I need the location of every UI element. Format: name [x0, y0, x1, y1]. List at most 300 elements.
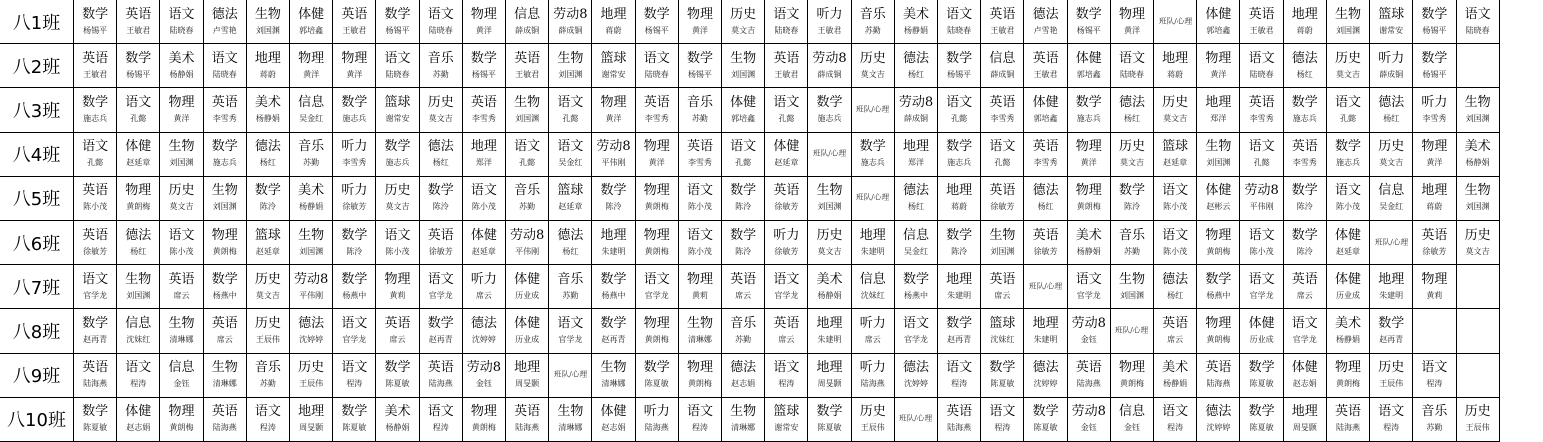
timetable-cell	[160, 133, 203, 177]
timetable-cell	[1327, 354, 1370, 398]
timetable-cell	[938, 133, 981, 177]
subject-label: 地理	[816, 315, 843, 331]
timetable-cell	[981, 398, 1024, 442]
timetable-cell	[247, 0, 290, 44]
teacher-name: 杨锡平	[1422, 69, 1447, 79]
subject-label: 体健	[1334, 227, 1361, 243]
teacher-name: 郭培鑫	[1076, 69, 1101, 79]
timetable-cell	[722, 354, 765, 398]
subject-label: 数学	[211, 271, 238, 287]
teacher-name: 陈泠	[951, 246, 968, 256]
timetable-cell	[74, 309, 117, 353]
subject-label: 体健	[1205, 183, 1232, 199]
subject-label: 班队/心理	[856, 105, 890, 115]
teacher-name: 黄洋	[605, 113, 622, 123]
teacher-name: 席云	[864, 334, 881, 344]
subject-label: 音乐	[1118, 227, 1145, 243]
timetable-cell	[1413, 177, 1456, 221]
subject-label: 体健	[1291, 360, 1318, 376]
teacher-name: 莫文吉	[1119, 158, 1144, 168]
timetable-cell	[463, 177, 506, 221]
subject-label: 语文	[557, 94, 584, 110]
teacher-name: 杨红	[259, 158, 276, 168]
timetable-cell	[463, 221, 506, 265]
subject-label: 历史	[1162, 94, 1189, 110]
timetable-cell	[679, 88, 722, 132]
teacher-name: 刘国渊	[990, 246, 1015, 256]
subject-label: 语文	[254, 404, 281, 420]
subject-label: 语文	[1421, 360, 1448, 376]
subject-label: 物理	[1075, 139, 1102, 155]
subject-label: 语文	[341, 360, 368, 376]
teacher-name: 沈婷婷	[903, 379, 928, 389]
subject-label: 英语	[1248, 94, 1275, 110]
timetable-cell	[290, 88, 333, 132]
subject-label: 英语	[1291, 271, 1318, 287]
timetable-cell	[1284, 354, 1327, 398]
teacher-name: 郑洋	[1210, 113, 1227, 123]
timetable-cell	[1154, 0, 1197, 44]
timetable-cell	[852, 88, 895, 132]
teacher-name: 苏勤	[259, 379, 276, 389]
subject-label: 英语	[1205, 360, 1232, 376]
timetable-cell	[376, 354, 419, 398]
timetable-cell	[765, 0, 808, 44]
timetable-cell	[506, 44, 549, 88]
subject-label: 物理	[643, 139, 670, 155]
teacher-name: 黄朗梅	[1119, 379, 1144, 389]
timetable-cell	[463, 398, 506, 442]
teacher-name: 徐敏芳	[774, 202, 799, 212]
teacher-name: 金钰	[1080, 423, 1097, 433]
timetable-cell	[679, 221, 722, 265]
subject-label: 语文	[125, 94, 152, 110]
subject-label: 英语	[211, 94, 238, 110]
timetable-cell	[1068, 309, 1111, 353]
class-label: 八10班	[0, 398, 74, 442]
timetable-cell	[333, 0, 376, 44]
timetable-cell	[290, 133, 333, 177]
timetable-cell	[722, 265, 765, 309]
subject-label: 数学	[341, 94, 368, 110]
subject-label: 音乐	[298, 139, 325, 155]
timetable-cell	[592, 44, 635, 88]
timetable-cell	[117, 221, 160, 265]
timetable-cell	[1370, 354, 1413, 398]
teacher-name: 陈夏敏	[644, 379, 669, 389]
timetable-cell	[1068, 133, 1111, 177]
teacher-name: 施志兵	[1076, 113, 1101, 123]
timetable-cell	[420, 177, 463, 221]
timetable-cell	[765, 221, 808, 265]
teacher-name: 席云	[173, 290, 190, 300]
timetable-cell	[765, 354, 808, 398]
timetable-cell	[204, 398, 247, 442]
subject-label: 历史	[168, 183, 195, 199]
teacher-name: 薛成铜	[558, 25, 583, 35]
timetable-cell	[1024, 221, 1067, 265]
timetable-cell	[376, 265, 419, 309]
teacher-name: 谢常安	[1379, 25, 1404, 35]
teacher-name: 官学龙	[1249, 290, 1274, 300]
timetable-cell	[74, 88, 117, 132]
teacher-name: 赵彬云	[1206, 202, 1231, 212]
teacher-name: 薛成铜	[903, 113, 928, 123]
subject-label: 数学	[341, 227, 368, 243]
timetable-cell	[549, 88, 592, 132]
timetable-cell	[1370, 398, 1413, 442]
teacher-name: 孔懿	[1339, 113, 1356, 123]
subject-label: 英语	[82, 360, 109, 376]
subject-label: 数学	[211, 139, 238, 155]
timetable-cell	[117, 44, 160, 88]
timetable-cell	[592, 354, 635, 398]
timetable-cell	[808, 309, 851, 353]
teacher-name: 刘国渊	[817, 202, 842, 212]
teacher-name: 陆晓春	[1119, 69, 1144, 79]
timetable-cell	[376, 309, 419, 353]
teacher-name: 周旻颢	[299, 423, 324, 433]
timetable-cell	[247, 88, 290, 132]
subject-label: 数学	[600, 315, 627, 331]
subject-label: 德法	[125, 227, 152, 243]
timetable-cell	[1370, 265, 1413, 309]
subject-label: 物理	[470, 404, 497, 420]
subject-label: 英语	[1334, 404, 1361, 420]
timetable-cell	[1370, 44, 1413, 88]
teacher-name: 陆晓春	[1465, 25, 1490, 35]
subject-label: 地理	[600, 227, 627, 243]
subject-label: 数学	[902, 271, 929, 287]
timetable-cell	[1111, 177, 1154, 221]
subject-label: 物理	[1118, 6, 1145, 22]
teacher-name: 杨静娟	[1076, 246, 1101, 256]
teacher-name: 李雪秀	[990, 113, 1015, 123]
timetable-cell	[1240, 177, 1283, 221]
teacher-name: 吴金红	[903, 246, 928, 256]
subject-label: 德法	[211, 6, 238, 22]
timetable-cell	[895, 0, 938, 44]
teacher-name: 卢雪艳	[212, 25, 237, 35]
subject-label: 体健	[1032, 94, 1059, 110]
subject-label: 语文	[686, 227, 713, 243]
subject-label: 数学	[1291, 183, 1318, 199]
teacher-name: 王辰伟	[255, 334, 280, 344]
subject-label: 数学	[600, 183, 627, 199]
teacher-name: 官学龙	[1076, 290, 1101, 300]
subject-label: 物理	[384, 271, 411, 287]
teacher-name: 刘国渊	[1335, 25, 1360, 35]
timetable-cell	[290, 177, 333, 221]
subject-label: 语文	[557, 139, 584, 155]
subject-label: 物理	[686, 360, 713, 376]
subject-label: 英语	[514, 404, 541, 420]
timetable-cell	[1413, 221, 1456, 265]
timetable-cell	[636, 309, 679, 353]
timetable-cell	[1068, 44, 1111, 88]
teacher-name: 平伟刚	[601, 158, 626, 168]
subject-label: 生物	[168, 315, 195, 331]
subject-label: 数学	[600, 271, 627, 287]
teacher-name: 赵再青	[1379, 334, 1404, 344]
timetable-cell	[1327, 177, 1370, 221]
subject-label: 数学	[82, 404, 109, 420]
teacher-name: 黄洋	[303, 69, 320, 79]
subject-label: 生物	[730, 50, 757, 66]
timetable-cell	[1111, 0, 1154, 44]
teacher-name: 王辰伟	[299, 379, 324, 389]
subject-label: 历史	[384, 183, 411, 199]
teacher-name: 谢常安	[774, 423, 799, 433]
teacher-name: 莫文吉	[1465, 246, 1490, 256]
subject-label: 班队/心理	[1028, 282, 1063, 291]
subject-label: 德法	[902, 50, 929, 66]
subject-label: 数学	[643, 360, 670, 376]
timetable-cell	[1154, 398, 1197, 442]
timetable-cell	[1154, 309, 1197, 353]
timetable-cell	[333, 133, 376, 177]
timetable-cell	[1154, 133, 1197, 177]
teacher-name: 薛成铜	[817, 69, 842, 79]
teacher-name: 陆晓春	[774, 25, 799, 35]
subject-label: 数学	[125, 50, 152, 66]
subject-label: 数学	[1075, 6, 1102, 22]
teacher-name: 杨锡平	[1076, 25, 1101, 35]
teacher-name: 黄洋	[1426, 158, 1443, 168]
subject-label: 生物	[211, 360, 238, 376]
subject-label: 数学	[341, 271, 368, 287]
timetable-cell	[420, 88, 463, 132]
timetable-cell	[1284, 221, 1327, 265]
subject-label: 语文	[1248, 50, 1275, 66]
timetable-cell	[722, 221, 765, 265]
timetable-cell	[74, 44, 117, 88]
timetable-cell	[1240, 88, 1283, 132]
subject-label: 物理	[686, 6, 713, 22]
teacher-name: 黄朗梅	[1076, 202, 1101, 212]
subject-label: 语文	[1248, 139, 1275, 155]
timetable-cell	[1197, 354, 1240, 398]
subject-label: 语文	[730, 139, 757, 155]
timetable-cell	[981, 44, 1024, 88]
timetable-cell	[1327, 221, 1370, 265]
subject-label: 听力	[859, 315, 886, 331]
teacher-name: 黄莉	[691, 290, 708, 300]
subject-label: 物理	[1205, 315, 1232, 331]
teacher-name: 黄洋	[475, 25, 492, 35]
subject-label: 英语	[514, 50, 541, 66]
class-label: 八2班	[0, 44, 74, 88]
teacher-name: 杨静娟	[1465, 158, 1490, 168]
subject-label: 语文	[427, 6, 454, 22]
teacher-name: 施志兵	[860, 158, 885, 168]
subject-label: 听力	[859, 360, 886, 376]
teacher-name: 黄莉	[389, 290, 406, 300]
subject-label: 体健	[125, 139, 152, 155]
teacher-name: 朱建明	[1379, 290, 1404, 300]
subject-label: 数学	[1421, 50, 1448, 66]
timetable-cell	[420, 133, 463, 177]
teacher-name: 清琳娜	[687, 334, 712, 344]
teacher-name: 赵延章	[126, 158, 151, 168]
teacher-name: 赵志娟	[126, 423, 151, 433]
teacher-name: 杨锡平	[947, 69, 972, 79]
subject-label: 信息	[125, 315, 152, 331]
teacher-name: 朱建明	[1033, 334, 1058, 344]
teacher-name: 苏勤	[519, 202, 536, 212]
teacher-name: 王敏君	[1249, 25, 1274, 35]
teacher-name: 程涛	[691, 423, 708, 433]
subject-label: 语文	[341, 315, 368, 331]
teacher-name: 莫文吉	[817, 246, 842, 256]
timetable-cell	[1068, 221, 1111, 265]
teacher-name: 杨燕中	[1206, 290, 1231, 300]
timetable-cell	[895, 133, 938, 177]
teacher-name: 陆晓春	[644, 69, 669, 79]
teacher-name: 平伟刚	[515, 246, 540, 256]
subject-label: 数学	[946, 139, 973, 155]
timetable-cell	[160, 221, 203, 265]
subject-label: 地理	[816, 360, 843, 376]
subject-label: 数学	[82, 315, 109, 331]
timetable-cell	[765, 133, 808, 177]
subject-label: 地理	[1378, 271, 1405, 287]
teacher-name: 施志兵	[1335, 158, 1360, 168]
timetable-cell	[1457, 265, 1500, 309]
teacher-name: 黄洋	[691, 25, 708, 35]
teacher-name: 徐敏芳	[342, 202, 367, 212]
teacher-name: 徐敏芳	[83, 246, 108, 256]
subject-label: 英语	[773, 183, 800, 199]
teacher-name: 刘国渊	[255, 25, 280, 35]
timetable-cell	[722, 44, 765, 88]
teacher-name: 陈小茂	[1335, 202, 1360, 212]
timetable-cell	[160, 0, 203, 44]
timetable-cell	[1240, 0, 1283, 44]
timetable-cell	[204, 44, 247, 88]
timetable-cell	[1327, 309, 1370, 353]
teacher-name: 薛成铜	[1379, 69, 1404, 79]
teacher-name: 杨锡平	[126, 69, 151, 79]
timetable-cell	[1024, 309, 1067, 353]
teacher-name: 施志兵	[1292, 113, 1317, 123]
subject-label: 语文	[1248, 271, 1275, 287]
teacher-name: 陈小茂	[169, 246, 194, 256]
subject-label: 英语	[1421, 227, 1448, 243]
subject-label: 班队/心理	[553, 370, 587, 380]
teacher-name: 陆晓春	[947, 25, 972, 35]
timetable-cell	[1457, 177, 1500, 221]
subject-label: 英语	[773, 50, 800, 66]
subject-label: 数学	[254, 183, 281, 199]
teacher-name: 李雪秀	[1033, 158, 1058, 168]
subject-label: 劳动8	[596, 139, 631, 155]
subject-label: 数学	[730, 227, 757, 243]
timetable-cell	[981, 177, 1024, 221]
timetable-cell	[333, 177, 376, 221]
timetable-cell	[1457, 0, 1500, 44]
subject-label: 历史	[816, 227, 843, 243]
timetable-cell	[506, 88, 549, 132]
teacher-name: 莫文吉	[1335, 69, 1360, 79]
timetable-cell	[765, 177, 808, 221]
timetable-cell	[376, 44, 419, 88]
teacher-name: 苏勤	[735, 334, 752, 344]
timetable-cell	[1240, 398, 1283, 442]
teacher-name: 席云	[1296, 290, 1313, 300]
timetable-cell	[679, 177, 722, 221]
subject-label: 数学	[427, 315, 454, 331]
teacher-name: 陆海燕	[947, 423, 972, 433]
timetable-cell	[1327, 398, 1370, 442]
teacher-name: 李雪秀	[342, 158, 367, 168]
timetable-cell	[1284, 398, 1327, 442]
timetable-cell	[722, 177, 765, 221]
timetable-cell	[247, 398, 290, 442]
subject-label: 班队/心理	[812, 149, 847, 159]
subject-label: 生物	[298, 227, 325, 243]
timetable-cell	[938, 221, 981, 265]
teacher-name: 赵延章	[774, 158, 799, 168]
subject-label: 语文	[82, 271, 109, 287]
teacher-name: 沈婷婷	[299, 334, 324, 344]
subject-label: 英语	[989, 271, 1016, 287]
timetable-cell	[852, 354, 895, 398]
teacher-name: 施志兵	[83, 113, 108, 123]
subject-label: 语文	[773, 94, 800, 110]
subject-label: 美术	[1334, 315, 1361, 331]
timetable-cell	[938, 88, 981, 132]
timetable-cell	[333, 44, 376, 88]
timetable-cell	[247, 354, 290, 398]
timetable-cell	[204, 221, 247, 265]
teacher-name: 陈夏敏	[817, 423, 842, 433]
subject-label: 语文	[82, 139, 109, 155]
timetable-cell	[981, 133, 1024, 177]
timetable-cell	[376, 398, 419, 442]
teacher-name: 杨红	[907, 69, 924, 79]
timetable-cell	[1327, 133, 1370, 177]
subject-label: 德法	[298, 315, 325, 331]
teacher-name: 陆海燕	[860, 379, 885, 389]
teacher-name: 程涛	[1383, 423, 1400, 433]
teacher-name: 苏勤	[864, 25, 881, 35]
subject-label: 英语	[82, 183, 109, 199]
subject-label: 地理	[1291, 6, 1318, 22]
subject-label: 生物	[557, 404, 584, 420]
timetable-cell	[722, 88, 765, 132]
timetable-cell	[1457, 133, 1500, 177]
teacher-name: 莫文吉	[385, 202, 410, 212]
teacher-name: 孔懿	[87, 158, 104, 168]
timetable-cell	[247, 44, 290, 88]
subject-label: 劳动8	[1071, 404, 1106, 420]
timetable-cell	[1024, 398, 1067, 442]
teacher-name: 李雪秀	[471, 113, 496, 123]
teacher-name: 杨燕中	[212, 290, 237, 300]
timetable-cell	[592, 133, 635, 177]
subject-label: 语文	[989, 404, 1016, 420]
subject-label: 数学	[989, 360, 1016, 376]
teacher-name: 陆海燕	[1076, 379, 1101, 389]
subject-label: 篮球	[384, 94, 411, 110]
teacher-name: 沈婷婷	[1206, 423, 1231, 433]
teacher-name: 赵志娟	[1292, 379, 1317, 389]
timetable-cell	[1068, 265, 1111, 309]
subject-label: 语文	[946, 94, 973, 110]
subject-label: 物理	[125, 183, 152, 199]
teacher-name: 朱建明	[817, 334, 842, 344]
